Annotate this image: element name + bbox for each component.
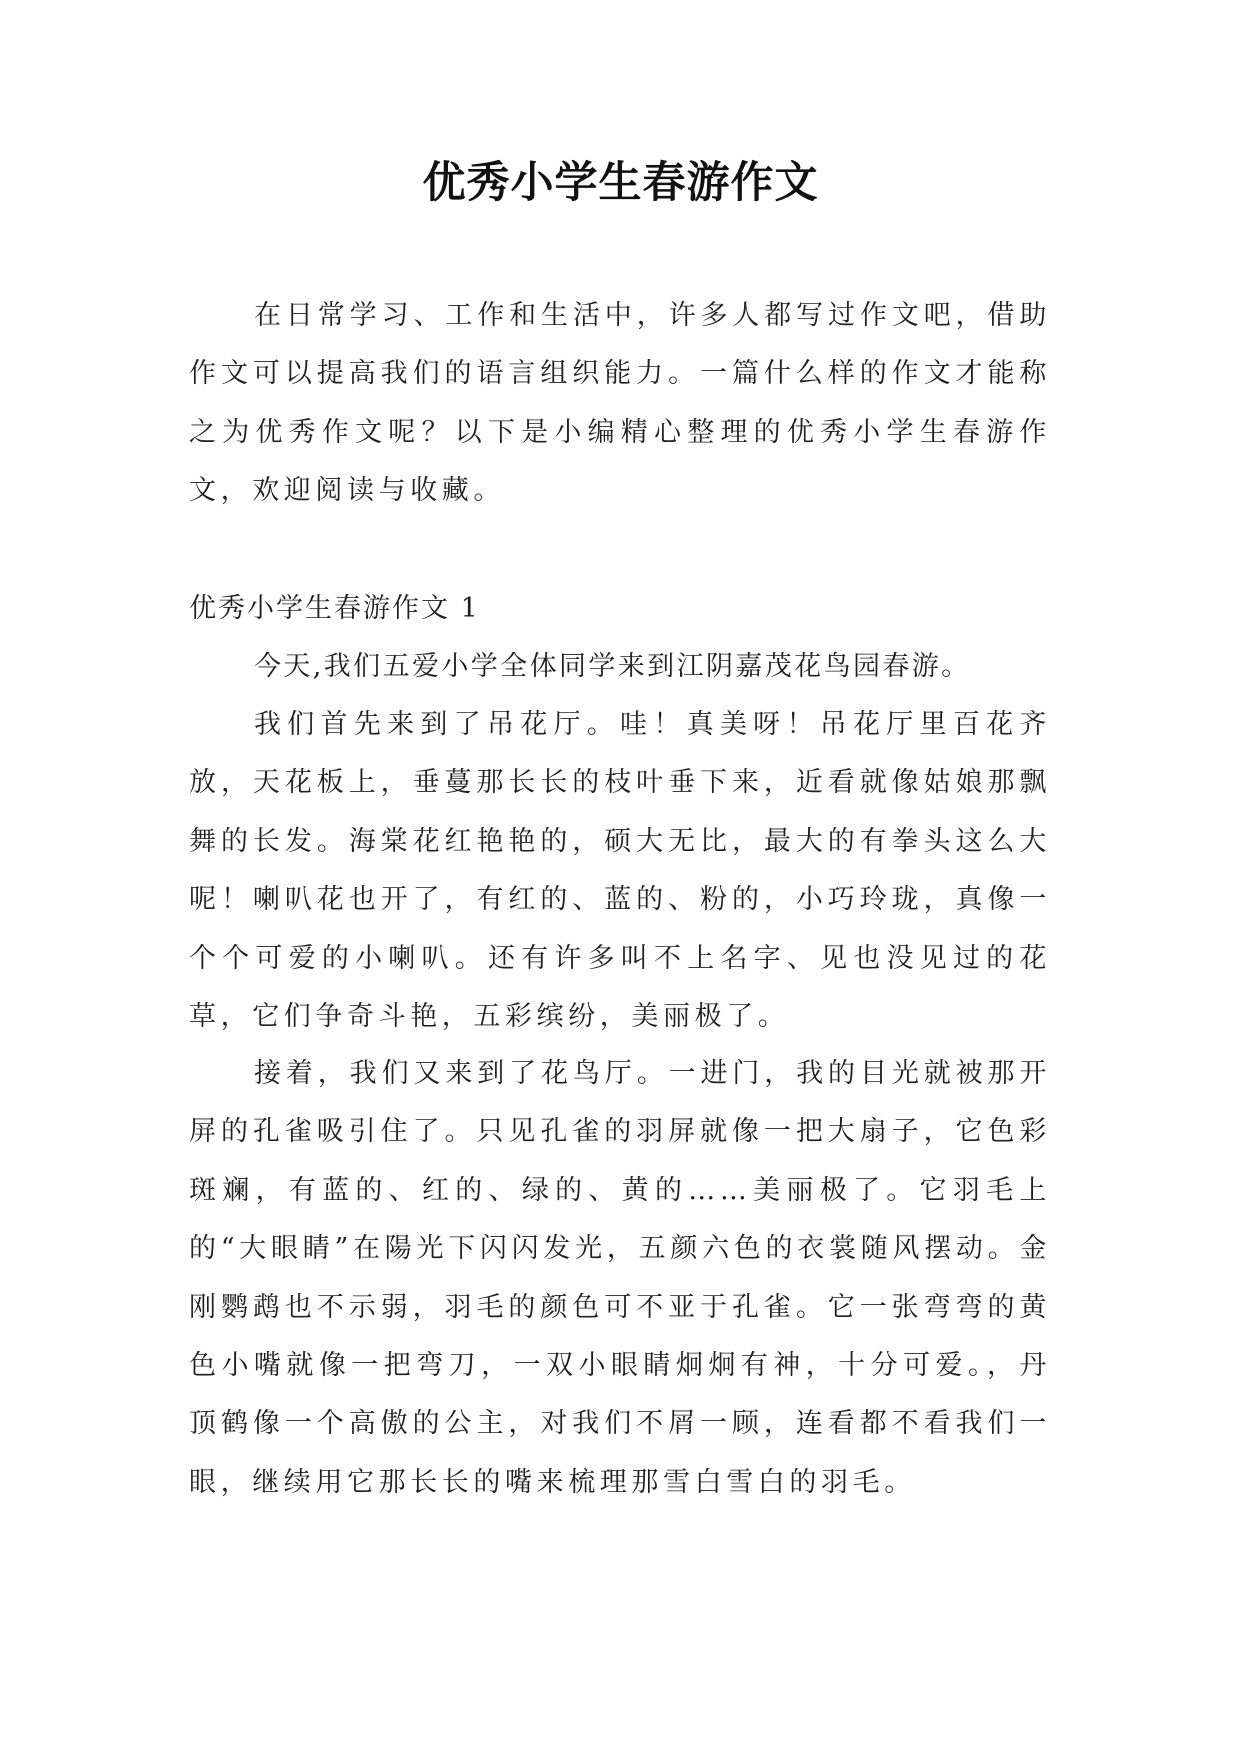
document-title: 优秀小学生春游作文	[422, 158, 819, 208]
essay-paragraph: 今天,我们五爱小学全体同学来到江阴嘉茂花鸟园春游。	[254, 651, 971, 682]
section-heading: 优秀小学生春游作文 1	[189, 593, 480, 624]
essay-paragraph: 我们首先来到了吊花厅。哇！真美呀！吊花厅里百花齐放，天花板上，垂蔓那长长的枝叶垂下来，近看就像姑娘那飘舞的长发。海棠花红艳艳的，硕大无比，最大的有拳头这么大呢！喇叭花也开了，有红的、蓝的、粉的，小巧玲珑，真像一个个可爱的小喇叭。还有许多叫不上名字、见也没见过的花草，它们争奇斗艳，五彩缤纷，美丽极了。	[189, 709, 1051, 1033]
intro-paragraph: 在日常学习、工作和生活中，许多人都写过作文吧，借助作文可以提高我们的语言组织能力。一篇什么样的作文才能称之为优秀作文呢？以下是小编精心整理的优秀小学生春游作文，欢迎阅读与收藏。	[189, 300, 1051, 507]
essay-paragraph: 接着，我们又来到了花鸟厅。一进门，我的目光就被那开屏的孔雀吸引住了。只见孔雀的羽屏就像一把大扇子，它色彩斑斓，有蓝的、红的、绿的、黄的……美丽极了。它羽毛上的“大眼睛”在陽光下闪闪发光，五颜六色的衣裳随风摆动。金刚鹦鹉也不示弱，羽毛的颜色可不亚于孔雀。它一张弯弯的黄色小嘴就像一把弯刀，一双小眼睛炯炯有神，十分可爱。，丹顶鹤像一个高傲的公主，对我们不屑一顾，连看都不看我们一眼，继续用它那长长的嘴来梳理那雪白雪白的羽毛。	[189, 1058, 1051, 1498]
